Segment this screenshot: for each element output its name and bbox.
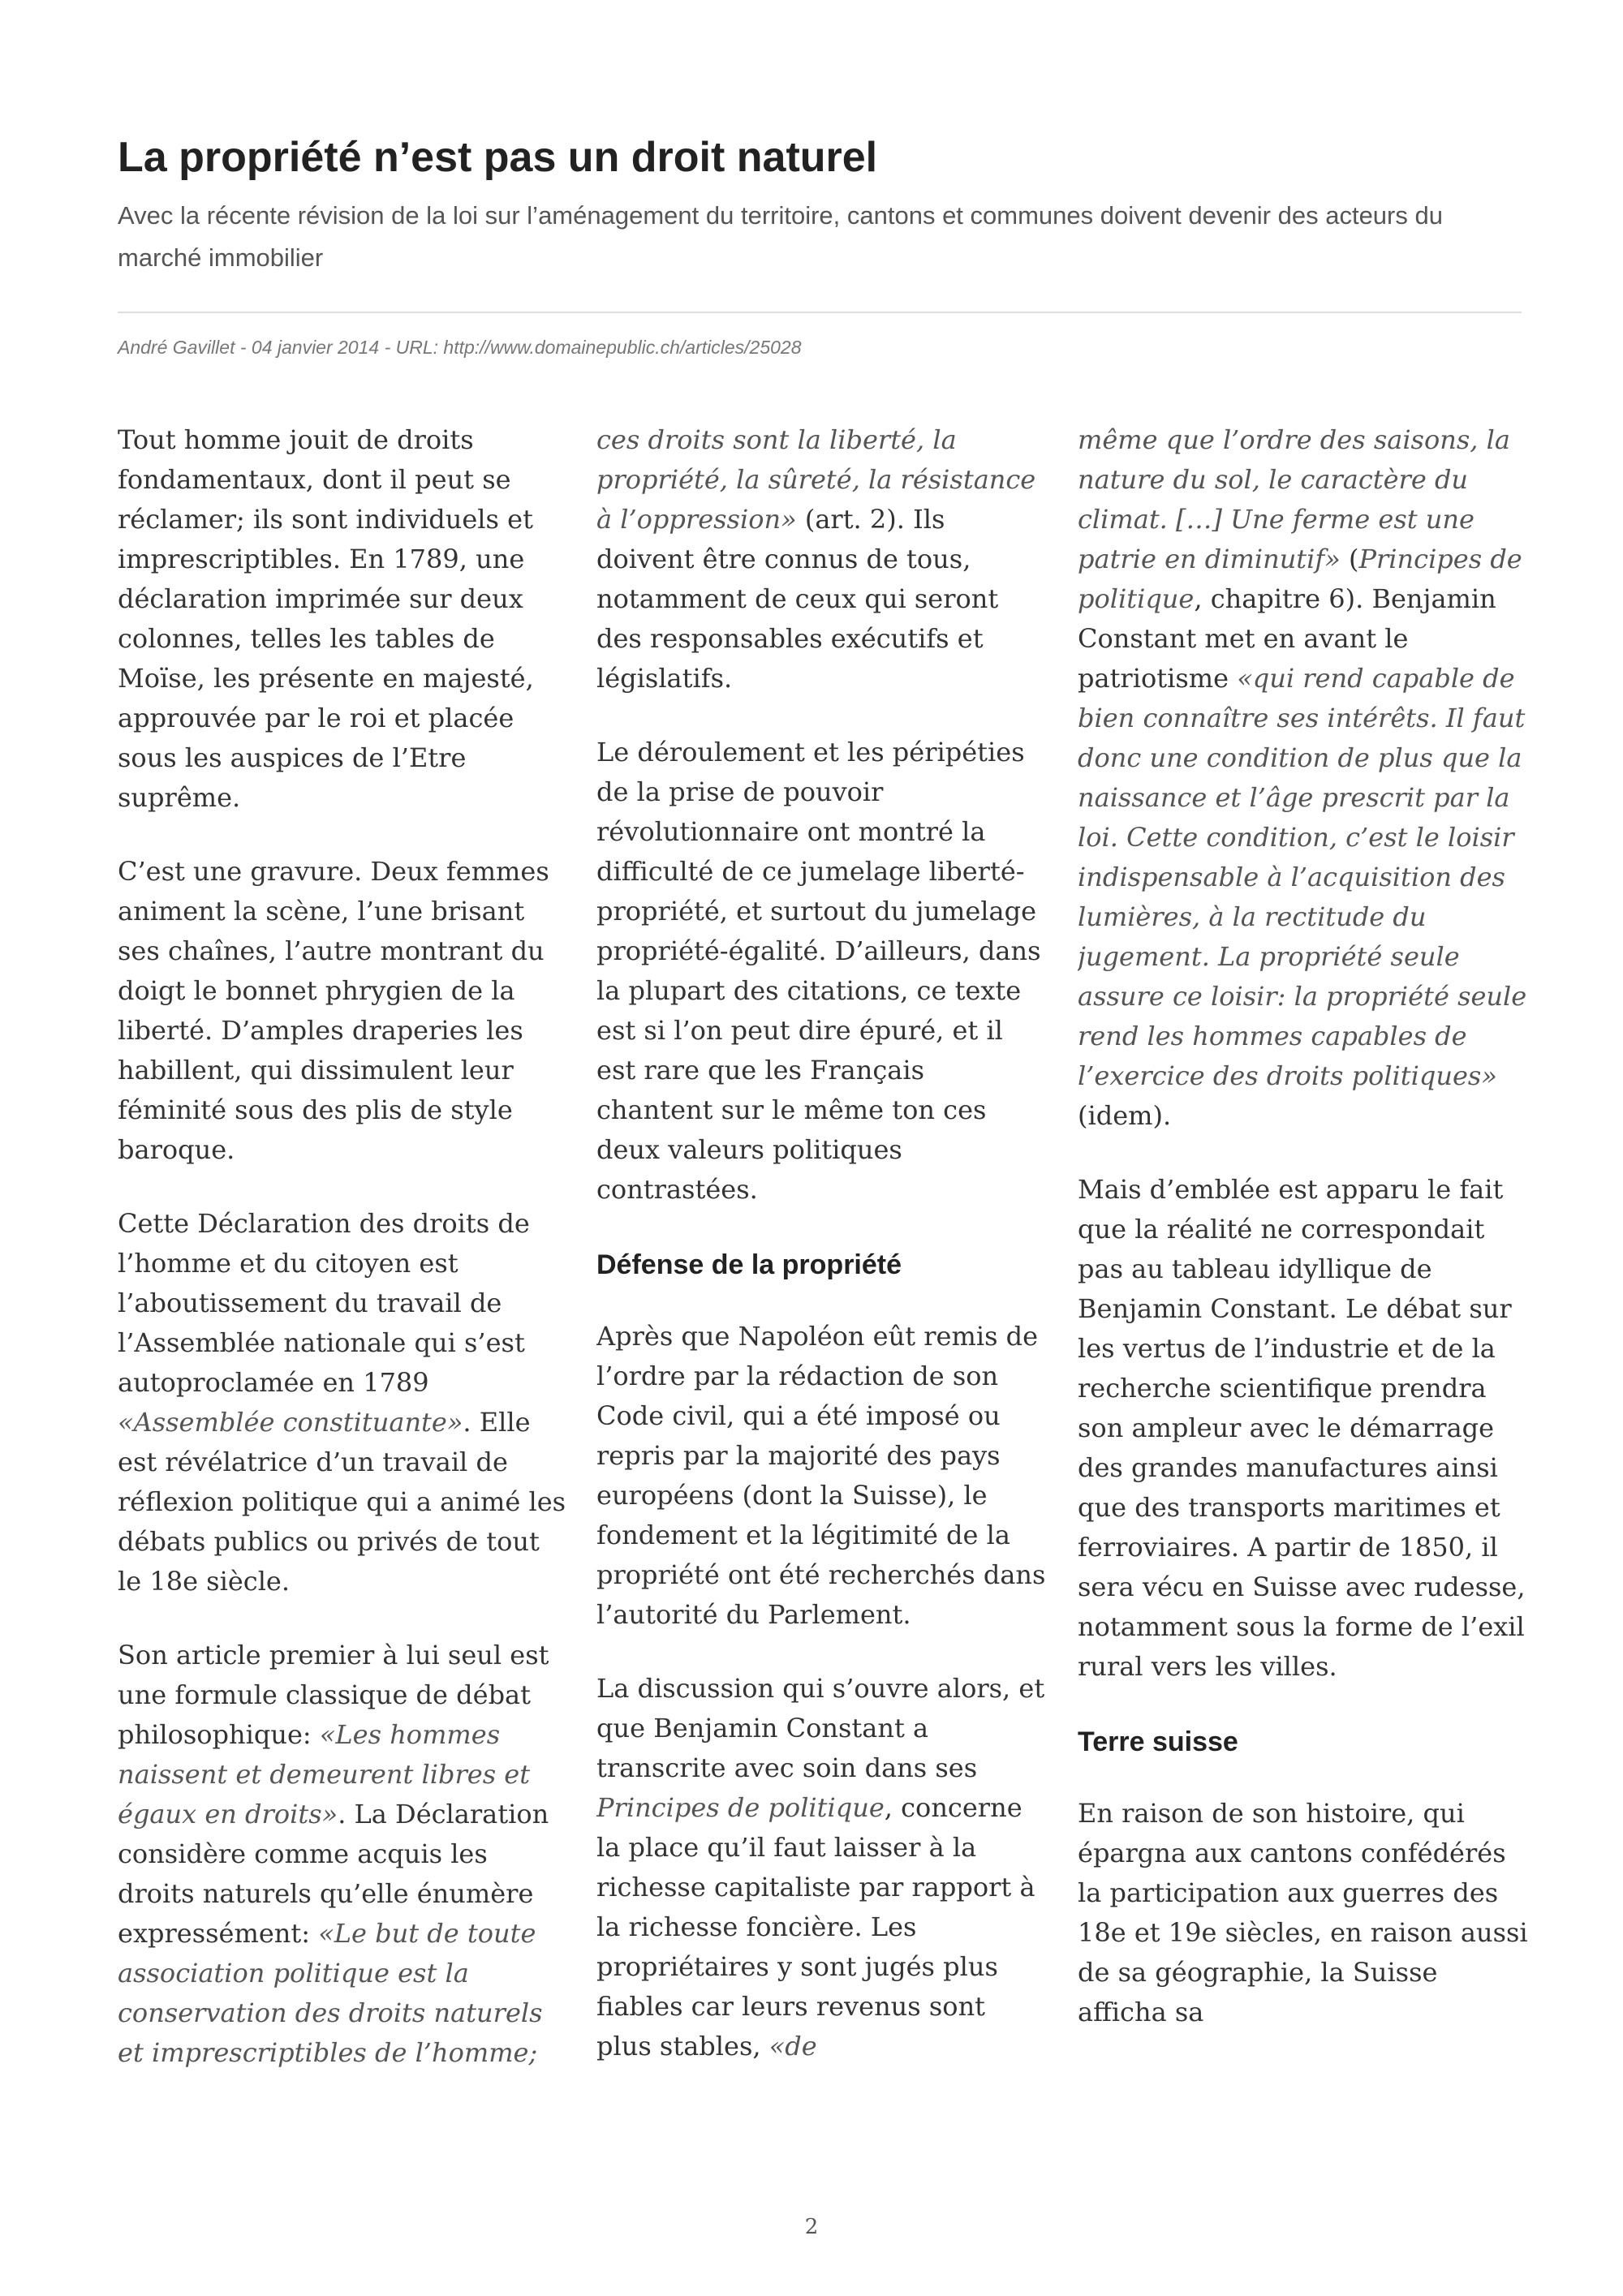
book-title: Principes de politique <box>596 1792 885 1823</box>
text-run: , chapitre 6). Benjamin Constant met en avant le patriotisme <box>1078 583 1496 694</box>
quote: même que l’ordre des saisons, la nature du sol, le caractère du climat. […] Une ferme est une patrie en diminutif» <box>1078 424 1510 574</box>
paragraph <box>118 1636 568 2073</box>
quote: «de <box>768 2031 817 2062</box>
header-divider <box>118 312 1522 313</box>
section-heading: Défense de la propriété <box>596 1249 902 1280</box>
quote: «Assemblée constituante» <box>118 1407 463 1438</box>
text-run: ( <box>1340 544 1359 574</box>
text-run: La discussion qui s’ouvre alors, et que Benjamin Constant a transcrite avec soin dans ses <box>596 1673 1045 1783</box>
text-run: , concerne la place qu’il faut laisser à la richesse capitaliste par rapport à la richesse foncière. Les propriétaires y sont jugés plus fiables car leurs revenus sont plus stables, <box>596 1792 1035 2062</box>
text-run: Cette Déclaration des droits de l’homme et du citoyen est l’aboutissement du travail de l’Assemblée nationale qui s’est autoproclamée en 1789 <box>118 1208 530 1398</box>
paragraph: En raison de son histoire, qui épargna aux cantons confédérés la participation aux guerres des 18e et 19e siècles, en raison aussi de sa géographie, la Suisse afficha sa <box>1078 1798 1528 2027</box>
paragraph: Mais d’emblée est apparu le fait que la réalité ne correspondait pas au tableau idyllique de Benjamin Constant. Le débat sur les vertus de l’industrie et de la recherche scientifique prendra son ampleur avec le démarrage des grandes manufactures ainsi que des transports maritimes et ferroviaires. A partir de 1850, il sera vécu en Suisse avec rudesse, notamment sous la forme de l’exil rural vers les villes. <box>1078 1174 1526 1682</box>
text-column-2 <box>596 420 1047 2173</box>
paragraph: Le déroulement et les péripéties de la prise de pouvoir révolutionnaire ont montré la difficulté de ce jumelage liberté-propriété, et surtout du jumelage propriété-égalité. D’ailleurs, dans la plupart des citations, ce texte est si l’on peut dire épuré, et il est rare que les Français chantent sur le même ton ces deux valeurs politiques contrastées. <box>596 737 1041 1205</box>
paragraph <box>596 420 1047 699</box>
text-run: (art. 2). Ils doivent être connus de tous, notamment de ceux qui seront des responsables exécutifs et législatifs. <box>596 504 999 694</box>
text-run: (idem). <box>1078 1100 1172 1131</box>
article-subtitle: Avec la récente révision de la loi sur l’aménagement du territoire, cantons et communes doivent devenir des acteurs du marché immobilier <box>118 201 1443 272</box>
paragraph <box>596 1669 1047 2066</box>
paragraph <box>118 1204 568 1602</box>
article-byline: André Gavillet - 04 janvier 2014 - URL: http://www.domainepublic.ch/articles/25028 <box>118 337 802 358</box>
quote: «qui rend capable de bien connaître ses intérêts. Il faut donc une condition de plus que la naissance et l’âge prescrit par la loi. Cette condition, c’est le loisir indispensable à l’acquisition des lumières, à la rectitude du jugement. La propriété seule assure ce loisir: la propriété seule rend les hommes capables de l’exercice des droits politiques» <box>1078 663 1527 1091</box>
paragraph: Tout homme jouit de droits fondamentaux, dont il peut se réclamer; ils sont individuels et imprescriptibles. En 1789, une déclaration imprimée sur deux colonnes, telles les tables de Moïse, les présente en majesté, approuvée par le roi et placée sous les auspices de l’Etre suprême. <box>118 424 534 813</box>
text-column-3 <box>1078 420 1528 2173</box>
text-run: . Elle est révélatrice d’un travail de réflexion politique qui a animé les débats publics ou privés de tout le 18e siècle. <box>118 1407 566 1597</box>
quote: «Le but de toute association politique est la conservation des droits naturels et imprescriptibles de l’homme; <box>118 1918 543 2068</box>
text-run: Son article premier à lui seul est une formule classique de débat philosophique: <box>118 1640 549 1750</box>
quote: ces droits sont la liberté, la propriété, la sûreté, la résistance à l’oppression» <box>596 424 1036 535</box>
article-title: La propriété n’est pas un droit naturel <box>118 134 878 181</box>
page-number: 2 <box>804 2215 819 2239</box>
quote: «Les hommes naissent et demeurent libres et égaux en droits» <box>118 1719 531 1829</box>
book-title: Principes de politique <box>1078 544 1522 614</box>
text-column-1 <box>118 420 568 2173</box>
paragraph: Après que Napoléon eût remis de l’ordre par la rédaction de son Code civil, qui a été imposé ou repris par la majorité des pays européens (dont la Suisse), le fondement et la légitimité de la propriété ont été recherchés dans l’autorité du Parlement. <box>596 1321 1046 1630</box>
paragraph <box>1078 420 1528 1136</box>
text-run: . La Déclaration considère comme acquis les droits naturels qu’elle énumère expressément: <box>118 1799 549 1949</box>
paragraph: C’est une gravure. Deux femmes animent la scène, l’une brisant ses chaînes, l’autre montrant du doigt le bonnet phrygien de la liberté. D’amples draperies les habillent, qui dissimulent leur féminité sous des plis de style baroque. <box>118 856 549 1165</box>
section-heading: Terre suisse <box>1078 1726 1238 1757</box>
